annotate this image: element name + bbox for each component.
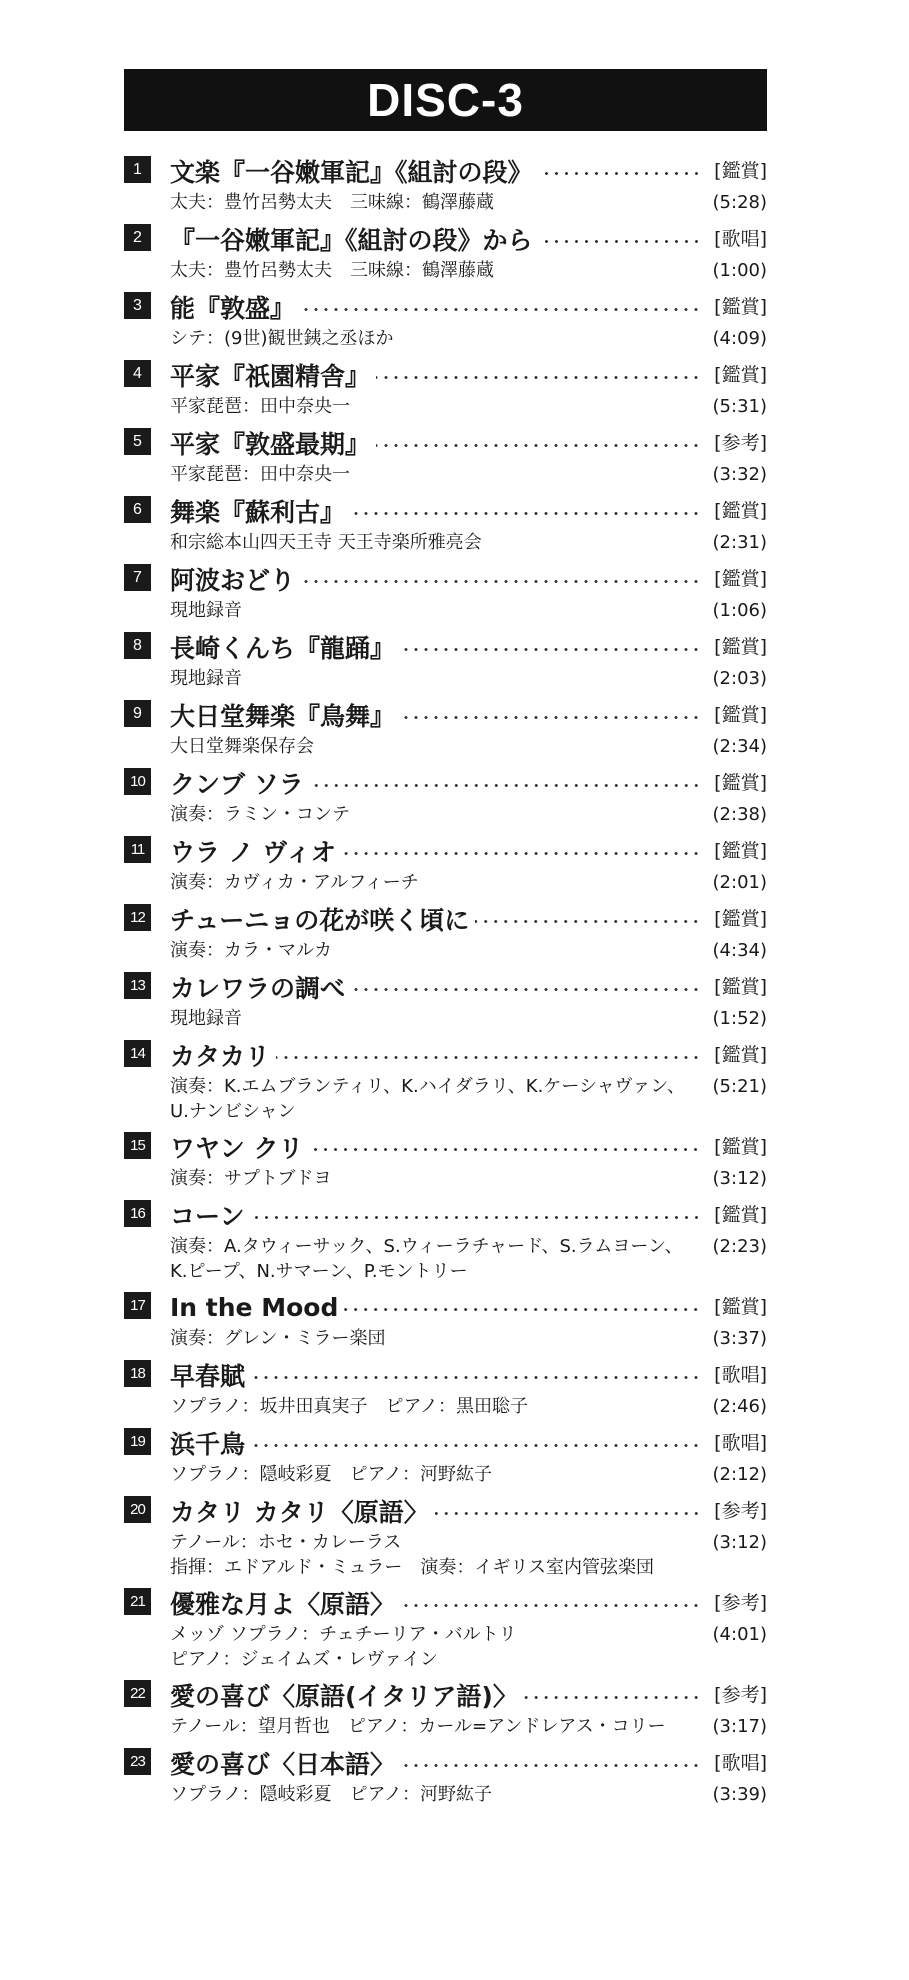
track-heading bbox=[124, 1196, 767, 1234]
track-item bbox=[124, 1128, 767, 1191]
performer-line: U.ナンビシャン bbox=[170, 1101, 296, 1122]
track-category-tag: [鑑賞] bbox=[714, 772, 767, 794]
track-number-badge: 16 bbox=[124, 1200, 151, 1227]
track-title-line bbox=[170, 1424, 701, 1462]
leader-dots bbox=[351, 511, 701, 516]
leader-dots bbox=[301, 579, 701, 584]
track-title: 文楽『一谷嫩軍記』《組討の段》 bbox=[170, 158, 533, 187]
track-item bbox=[124, 1288, 767, 1351]
track-performers-row bbox=[124, 1074, 767, 1124]
leader-dots bbox=[251, 1215, 701, 1220]
track-item bbox=[124, 900, 767, 963]
track-title-line bbox=[170, 424, 701, 462]
track-duration: (5:21) bbox=[712, 1076, 767, 1097]
leader-dots bbox=[539, 239, 701, 244]
track-duration: (2:34) bbox=[712, 736, 767, 757]
track-performers bbox=[170, 1714, 689, 1739]
track-number-badge: 6 bbox=[124, 496, 151, 523]
track-title-line bbox=[170, 1744, 701, 1782]
track-performers bbox=[170, 666, 689, 691]
track-title-line bbox=[170, 1128, 701, 1166]
track-title: 優雅な月よ〈原語〉 bbox=[170, 1590, 396, 1619]
track-item bbox=[124, 1036, 767, 1124]
leader-dots bbox=[376, 375, 701, 380]
track-performers bbox=[170, 1394, 689, 1419]
track-duration: (2:01) bbox=[712, 872, 767, 893]
track-performers bbox=[170, 802, 689, 827]
track-item bbox=[124, 628, 767, 691]
track-title: 愛の喜び〈日本語〉 bbox=[170, 1750, 396, 1779]
track-title-line bbox=[170, 560, 701, 598]
performer-line: 指揮：エドアルド・ミュラー 演奏：イギリス室内管弦楽団 bbox=[170, 1557, 655, 1578]
track-performers-row bbox=[124, 1326, 767, 1351]
track-performers-row bbox=[124, 1006, 767, 1031]
track-number-badge: 18 bbox=[124, 1360, 151, 1387]
track-category-tag: [鑑賞] bbox=[714, 364, 767, 386]
track-heading bbox=[124, 356, 767, 394]
track-duration: (1:00) bbox=[712, 260, 767, 281]
track-duration: (3:39) bbox=[712, 1784, 767, 1805]
track-performers bbox=[170, 870, 689, 895]
track-duration: (3:37) bbox=[712, 1328, 767, 1349]
track-category-tag: [鑑賞] bbox=[714, 1136, 767, 1158]
track-performers-row bbox=[124, 870, 767, 895]
track-performers-row bbox=[124, 1462, 767, 1487]
track-performers-row bbox=[124, 530, 767, 555]
track-heading bbox=[124, 1128, 767, 1166]
performer-line: 平家琵琶：田中奈央一 bbox=[170, 396, 350, 417]
track-title: コーン bbox=[170, 1202, 245, 1231]
performer-line: 大日堂舞楽保存会 bbox=[170, 736, 314, 757]
track-title-line bbox=[170, 1036, 701, 1074]
track-number-badge: 3 bbox=[124, 292, 151, 319]
track-performers-row bbox=[124, 190, 767, 215]
track-heading bbox=[124, 1036, 767, 1074]
track-duration: (2:03) bbox=[712, 668, 767, 689]
track-number-badge: 20 bbox=[124, 1496, 151, 1523]
track-heading bbox=[124, 1744, 767, 1782]
track-title-line bbox=[170, 220, 701, 258]
track-duration: (3:32) bbox=[712, 464, 767, 485]
track-number-badge: 9 bbox=[124, 700, 151, 727]
leader-dots bbox=[251, 1443, 701, 1448]
track-performers bbox=[170, 190, 689, 215]
track-duration: (5:31) bbox=[712, 396, 767, 417]
track-number-badge: 13 bbox=[124, 972, 151, 999]
track-item bbox=[124, 288, 767, 351]
track-heading bbox=[124, 152, 767, 190]
leader-dots bbox=[276, 1055, 701, 1060]
track-item bbox=[124, 356, 767, 419]
performer-line: 演奏：カラ・マルカ bbox=[170, 940, 332, 961]
performer-line: 演奏：カヴィカ・アルフィーチ bbox=[170, 872, 419, 893]
track-title-line bbox=[170, 832, 701, 870]
track-title-line bbox=[170, 628, 701, 666]
performer-line: テノール：望月哲也 ピアノ：カール=アンドレアス・コリー bbox=[170, 1716, 666, 1737]
leader-dots bbox=[401, 1603, 701, 1608]
leader-dots bbox=[524, 1695, 701, 1700]
track-duration: (5:28) bbox=[712, 192, 767, 213]
track-item bbox=[124, 1492, 767, 1580]
track-category-tag: [参考] bbox=[714, 432, 767, 454]
track-category-tag: [鑑賞] bbox=[714, 840, 767, 862]
performer-line: 現地録音 bbox=[170, 1008, 242, 1029]
track-title-line bbox=[170, 1676, 701, 1714]
track-duration: (2:23) bbox=[712, 1236, 767, 1257]
performer-line: 演奏：サプトブドヨ bbox=[170, 1168, 332, 1189]
track-item bbox=[124, 968, 767, 1031]
track-title: 舞楽『蘇利古』 bbox=[170, 498, 346, 527]
track-number-badge: 7 bbox=[124, 564, 151, 591]
track-item bbox=[124, 492, 767, 555]
track-duration: (4:09) bbox=[712, 328, 767, 349]
track-number-badge: 10 bbox=[124, 768, 151, 795]
track-performers-row bbox=[124, 1394, 767, 1419]
track-title-line bbox=[170, 968, 701, 1006]
performer-line: 演奏：ラミン・コンテ bbox=[170, 804, 350, 825]
track-heading bbox=[124, 492, 767, 530]
track-number-badge: 4 bbox=[124, 360, 151, 387]
performer-line: ソプラノ：隠岐彩夏 ピアノ：河野紘子 bbox=[170, 1784, 493, 1805]
track-performers-row bbox=[124, 734, 767, 759]
track-title: 長崎くんち『龍踊』 bbox=[170, 634, 396, 663]
track-title-line bbox=[170, 764, 701, 802]
performer-line: ソプラノ：坂井田真実子 ピアノ：黒田聡子 bbox=[170, 1396, 529, 1417]
track-title: 阿波おどり bbox=[170, 566, 296, 595]
leader-dots bbox=[401, 1763, 701, 1768]
track-performers-row bbox=[124, 1714, 767, 1739]
track-category-tag: [歌唱] bbox=[714, 228, 767, 250]
performer-line: 現地録音 bbox=[170, 668, 242, 689]
track-category-tag: [鑑賞] bbox=[714, 976, 767, 998]
track-title: カタカリ bbox=[170, 1042, 271, 1071]
track-number-badge: 12 bbox=[124, 904, 151, 931]
track-heading bbox=[124, 764, 767, 802]
track-duration: (4:01) bbox=[712, 1624, 767, 1645]
leader-dots bbox=[376, 443, 701, 448]
track-performers-row bbox=[124, 394, 767, 419]
track-item bbox=[124, 832, 767, 895]
track-title: カタリ カタリ〈原語〉 bbox=[170, 1498, 429, 1527]
track-number-badge: 14 bbox=[124, 1040, 151, 1067]
track-title: クンブ ソラ bbox=[170, 770, 304, 799]
track-title: 『一谷嫩軍記』《組討の段》から bbox=[170, 226, 533, 255]
leader-dots bbox=[251, 1375, 701, 1380]
track-performers-row bbox=[124, 1622, 767, 1672]
track-item bbox=[124, 1424, 767, 1487]
track-heading bbox=[124, 1424, 767, 1462]
track-category-tag: [鑑賞] bbox=[714, 568, 767, 590]
track-item bbox=[124, 220, 767, 283]
track-title-line bbox=[170, 492, 701, 530]
track-performers-row bbox=[124, 938, 767, 963]
track-performers bbox=[170, 258, 689, 283]
performer-line: ピアノ：ジェイムズ・レヴァイン bbox=[170, 1649, 439, 1670]
performer-line: 現地録音 bbox=[170, 600, 242, 621]
track-duration: (3:12) bbox=[712, 1532, 767, 1553]
track-category-tag: [歌唱] bbox=[714, 1752, 767, 1774]
performer-line: 演奏：グレン・ミラー楽団 bbox=[170, 1328, 386, 1349]
leader-dots bbox=[342, 851, 701, 856]
track-duration: (1:06) bbox=[712, 600, 767, 621]
track-title-line bbox=[170, 1584, 701, 1622]
leader-dots bbox=[539, 171, 701, 176]
track-number-badge: 19 bbox=[124, 1428, 151, 1455]
track-duration: (2:38) bbox=[712, 804, 767, 825]
track-performers bbox=[170, 1530, 689, 1580]
track-item bbox=[124, 424, 767, 487]
track-title-line bbox=[170, 356, 701, 394]
track-title: 愛の喜び〈原語(イタリア語)〉 bbox=[170, 1682, 518, 1711]
track-number-badge: 2 bbox=[124, 224, 151, 251]
track-item bbox=[124, 1676, 767, 1739]
track-number-badge: 5 bbox=[124, 428, 151, 455]
track-heading bbox=[124, 1584, 767, 1622]
performer-line: K.ピープ、N.サマーン、P.モントリー bbox=[170, 1261, 468, 1282]
track-performers bbox=[170, 734, 689, 759]
disc-header bbox=[124, 69, 767, 131]
performer-line: 平家琵琶：田中奈央一 bbox=[170, 464, 350, 485]
track-title: In the Mood bbox=[170, 1292, 339, 1322]
track-title-line bbox=[170, 900, 701, 938]
track-performers bbox=[170, 1166, 689, 1191]
track-number-badge: 23 bbox=[124, 1748, 151, 1775]
track-heading bbox=[124, 288, 767, 326]
track-performers-row bbox=[124, 802, 767, 827]
track-performers bbox=[170, 598, 689, 623]
track-heading bbox=[124, 560, 767, 598]
track-title: 平家『敦盛最期』 bbox=[170, 430, 371, 459]
track-heading bbox=[124, 832, 767, 870]
track-category-tag: [歌唱] bbox=[714, 1432, 767, 1454]
track-heading bbox=[124, 696, 767, 734]
track-heading bbox=[124, 220, 767, 258]
track-title-line bbox=[170, 1288, 701, 1326]
track-duration: (3:12) bbox=[712, 1168, 767, 1189]
track-title-line bbox=[170, 1196, 701, 1234]
track-title-line bbox=[170, 1356, 701, 1394]
track-heading bbox=[124, 1356, 767, 1394]
track-item bbox=[124, 1584, 767, 1672]
track-list bbox=[124, 152, 767, 1812]
track-performers-row bbox=[124, 666, 767, 691]
track-category-tag: [鑑賞] bbox=[714, 1044, 767, 1066]
leader-dots bbox=[475, 919, 701, 924]
track-performers bbox=[170, 1326, 689, 1351]
track-performers bbox=[170, 938, 689, 963]
track-item bbox=[124, 696, 767, 759]
performer-line: メッゾ ソプラノ：チェチーリア・バルトリ bbox=[170, 1624, 517, 1645]
performer-line: ソプラノ：隠岐彩夏 ピアノ：河野紘子 bbox=[170, 1464, 493, 1485]
leader-dots bbox=[309, 1147, 701, 1152]
track-item bbox=[124, 1356, 767, 1419]
track-category-tag: [鑑賞] bbox=[714, 1204, 767, 1226]
track-performers-row bbox=[124, 258, 767, 283]
track-title: 平家『祇園精舎』 bbox=[170, 362, 371, 391]
track-category-tag: [鑑賞] bbox=[714, 160, 767, 182]
track-title-line bbox=[170, 288, 701, 326]
leader-dots bbox=[344, 1307, 701, 1312]
track-performers bbox=[170, 1462, 689, 1487]
track-duration: (2:31) bbox=[712, 532, 767, 553]
track-duration: (2:12) bbox=[712, 1464, 767, 1485]
leader-dots bbox=[351, 987, 701, 992]
track-title-line bbox=[170, 1492, 701, 1530]
disc-title: DISC-3 bbox=[367, 74, 524, 126]
track-performers bbox=[170, 1234, 689, 1284]
leader-dots bbox=[401, 647, 701, 652]
track-performers-row bbox=[124, 1234, 767, 1284]
track-heading bbox=[124, 1676, 767, 1714]
track-category-tag: [参考] bbox=[714, 1500, 767, 1522]
track-heading bbox=[124, 424, 767, 462]
leader-dots bbox=[435, 1511, 701, 1516]
track-category-tag: [鑑賞] bbox=[714, 500, 767, 522]
track-item bbox=[124, 764, 767, 827]
track-duration: (3:17) bbox=[712, 1716, 767, 1737]
track-category-tag: [鑑賞] bbox=[714, 908, 767, 930]
track-item bbox=[124, 560, 767, 623]
track-performers-row bbox=[124, 1782, 767, 1807]
track-performers bbox=[170, 1622, 689, 1672]
track-heading bbox=[124, 1288, 767, 1326]
performer-line: シテ：(9世)観世銕之丞ほか bbox=[170, 328, 394, 349]
leader-dots bbox=[310, 783, 701, 788]
track-performers bbox=[170, 1006, 689, 1031]
track-title: 早春賦 bbox=[170, 1362, 246, 1391]
track-performers bbox=[170, 462, 689, 487]
track-category-tag: [鑑賞] bbox=[714, 636, 767, 658]
leader-dots bbox=[401, 715, 701, 720]
track-duration: (2:46) bbox=[712, 1396, 767, 1417]
performer-line: 太夫：豊竹呂勢太夫 三味線：鶴澤藤蔵 bbox=[170, 192, 494, 213]
track-performers-row bbox=[124, 598, 767, 623]
track-number-badge: 8 bbox=[124, 632, 151, 659]
track-performers bbox=[170, 530, 689, 555]
track-category-tag: [参考] bbox=[714, 1684, 767, 1706]
track-heading bbox=[124, 900, 767, 938]
track-performers bbox=[170, 1074, 689, 1124]
performer-line: テノール：ホセ・カレーラス bbox=[170, 1532, 402, 1553]
track-performers-row bbox=[124, 1166, 767, 1191]
track-number-badge: 17 bbox=[124, 1292, 151, 1319]
track-title: ウラ ノ ヴィオ bbox=[170, 838, 336, 867]
track-heading bbox=[124, 968, 767, 1006]
track-number-badge: 21 bbox=[124, 1588, 151, 1615]
track-duration: (1:52) bbox=[712, 1008, 767, 1029]
track-title: 浜千鳥 bbox=[170, 1430, 246, 1459]
track-title: 大日堂舞楽『鳥舞』 bbox=[170, 702, 396, 731]
track-category-tag: [鑑賞] bbox=[714, 704, 767, 726]
track-performers bbox=[170, 394, 689, 419]
track-item bbox=[124, 1744, 767, 1807]
performer-line: 演奏：K.エムブランティリ、K.ハイダラリ、K.ケーシャヴァン、 bbox=[170, 1076, 685, 1097]
track-performers bbox=[170, 1782, 689, 1807]
track-title: 能『敦盛』 bbox=[170, 294, 296, 323]
track-title: カレワラの調べ bbox=[170, 974, 346, 1003]
track-number-badge: 15 bbox=[124, 1132, 151, 1159]
track-performers bbox=[170, 326, 689, 351]
track-performers-row bbox=[124, 1530, 767, 1580]
track-title: チューニョの花が咲く頃に bbox=[170, 906, 470, 935]
track-item bbox=[124, 1196, 767, 1284]
performer-line: 和宗総本山四天王寺 天王寺楽所雅亮会 bbox=[170, 532, 482, 553]
track-number-badge: 22 bbox=[124, 1680, 151, 1707]
track-category-tag: [鑑賞] bbox=[714, 1296, 767, 1318]
track-category-tag: [参考] bbox=[714, 1592, 767, 1614]
leader-dots bbox=[301, 307, 701, 312]
track-title: ワヤン クリ bbox=[170, 1134, 304, 1163]
track-category-tag: [歌唱] bbox=[714, 1364, 767, 1386]
track-title-line bbox=[170, 696, 701, 734]
track-category-tag: [鑑賞] bbox=[714, 296, 767, 318]
track-performers-row bbox=[124, 462, 767, 487]
performer-line: 演奏：A.タウィーサック、S.ウィーラチャード、S.ラムヨーン、 bbox=[170, 1236, 683, 1257]
track-heading bbox=[124, 1492, 767, 1530]
performer-line: 太夫：豊竹呂勢太夫 三味線：鶴澤藤蔵 bbox=[170, 260, 494, 281]
track-number-badge: 1 bbox=[124, 156, 151, 183]
track-duration: (4:34) bbox=[712, 940, 767, 961]
track-performers-row bbox=[124, 326, 767, 351]
track-item bbox=[124, 152, 767, 215]
track-heading bbox=[124, 628, 767, 666]
track-number-badge: 11 bbox=[124, 836, 151, 863]
track-title-line bbox=[170, 152, 701, 190]
